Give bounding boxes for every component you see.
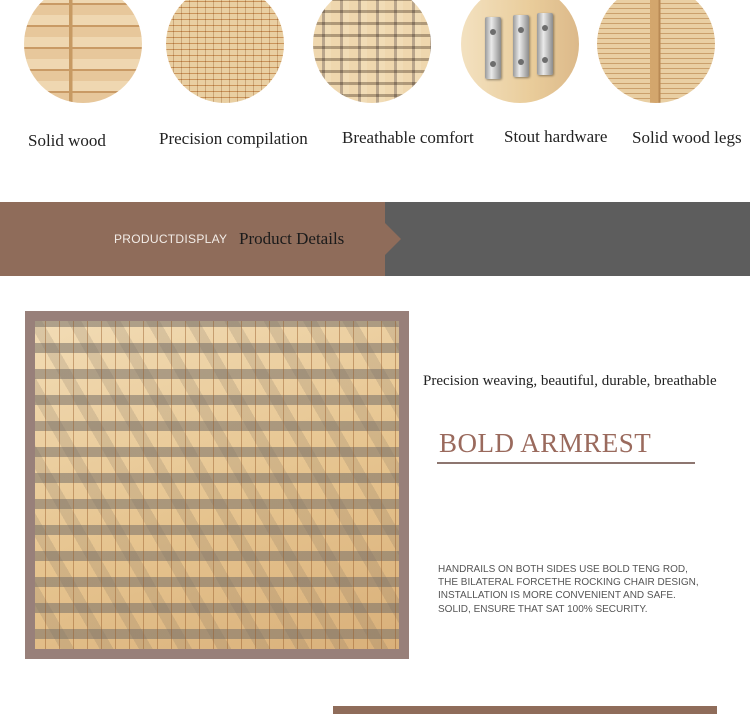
feature-label-stout-hardware: Stout hardware xyxy=(504,127,608,146)
solid-wood-image xyxy=(24,0,142,103)
feature-label-precision-compilation: Precision compilation xyxy=(159,129,308,148)
detail-photo-frame xyxy=(25,311,409,659)
feature-label-solid-wood: Solid wood xyxy=(28,131,106,150)
hinge-icon xyxy=(485,17,501,79)
hinge-icon xyxy=(537,13,553,75)
detail-description xyxy=(438,563,738,616)
banner-small-label: PRODUCTDISPLAY xyxy=(114,232,228,246)
feature-strip xyxy=(0,0,750,190)
stout-hardware-image xyxy=(461,0,579,103)
description-line: INSTALLATION IS MORE CONVENIENT AND SAFE. xyxy=(438,590,676,602)
next-section-bar xyxy=(333,706,717,714)
description-line: SOLID, ENSURE THAT SAT 100% SECURITY. xyxy=(438,603,648,615)
detail-tagline: Precision weaving, beautiful, durable, breathable xyxy=(423,373,717,389)
feature-label-solid-wood-legs: Solid wood legs xyxy=(632,128,742,147)
detail-heading: BOLD ARMREST xyxy=(439,428,652,458)
banner-title: Product Details xyxy=(239,229,345,248)
hinge-icon xyxy=(513,15,529,77)
solid-wood-legs-image xyxy=(597,0,715,103)
heading-underline xyxy=(437,462,695,464)
breathable-comfort-image xyxy=(313,0,431,103)
feature-label-breathable-comfort: Breathable comfort xyxy=(342,128,474,147)
banner-arrow-icon xyxy=(385,223,401,255)
precision-compilation-image xyxy=(166,0,284,103)
description-line: HANDRAILS ON BOTH SIDES USE BOLD TENG ROD, xyxy=(438,564,688,575)
product-details-banner xyxy=(0,202,750,276)
banner-right-panel xyxy=(385,202,750,276)
description-line: THE BILATERAL FORCETHE ROCKING CHAIR DESIGN, xyxy=(438,577,699,589)
woven-panel-photo xyxy=(35,321,399,649)
